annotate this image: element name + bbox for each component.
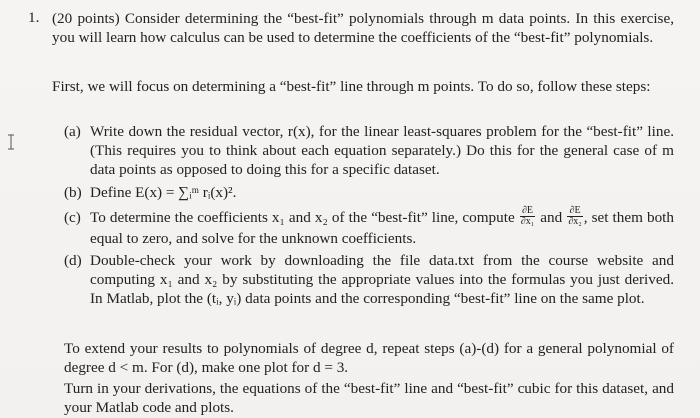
partial-e-x2-fraction (567, 206, 582, 227)
step-c-text (90, 205, 674, 248)
step-d (64, 251, 674, 308)
frac2-denominator: ∂x₂ (568, 216, 582, 228)
problem-lead: First, we will focus on determining a “best-fit” line through m points. To do so, follow these steps: (52, 78, 651, 95)
step-c-label: (c) (64, 209, 81, 226)
frac2-numerator: ∂E (567, 206, 582, 217)
problem-number: 1. (28, 9, 40, 26)
step-c-text-part2: , set them both equal to zero, and solve for the unknown coefficients. (90, 209, 674, 248)
text-cursor-icon (7, 134, 15, 150)
turn-in-paragraph: Turn in your derivations, the equations of the “best-fit” line and “best-fit” cubic for this dataset, and your Matlab code and plots. (64, 380, 674, 416)
step-a-text: Write down the residual vector, r(x), for the linear least-squares problem for the “best-fit” line. (This requires you to think about each equation separately.) Do this for the general case of m data points as opposed to doing this for a specific dataset. (90, 123, 674, 178)
step-d-text: Double-check your work by downloading the file data.txt from the course website and computing x₁ and x₂ by substituting the appropriate values into the formulas you just derived. In Matlab, plot the (tᵢ, yᵢ) data points and the corresponding “best-fit” line on the same plot. (90, 252, 674, 307)
frac1-denominator: ∂x₁ (520, 216, 535, 228)
step-c (64, 205, 674, 248)
extend-paragraph: To extend your results to polynomials of degree d, repeat steps (a)-(d) for a general polynomial of degree d < m. For (d), make one plot for d = 3. (64, 340, 674, 376)
step-d-label: (d) (64, 252, 82, 269)
partial-e-x1-fraction (520, 206, 535, 227)
step-b-text: Define E(x) = ∑ᵢᵐ rᵢ(x)². (90, 184, 237, 201)
step-a (64, 122, 674, 179)
step-b-label: (b) (64, 184, 82, 201)
step-a-label: (a) (64, 123, 81, 140)
step-c-text-part1: To determine the coefficients x₁ and x₂ of the “best-fit” line, compute (90, 209, 515, 226)
problem-intro: (20 points) Consider determining the “best-fit” polynomials through m data points. In this exercise, you will learn how calculus can be used to determine the coefficients of the “best-fit” polynomials. (52, 10, 674, 46)
frac1-numerator: ∂E (520, 206, 535, 217)
step-b (64, 183, 674, 202)
step-c-and: and (540, 209, 563, 226)
